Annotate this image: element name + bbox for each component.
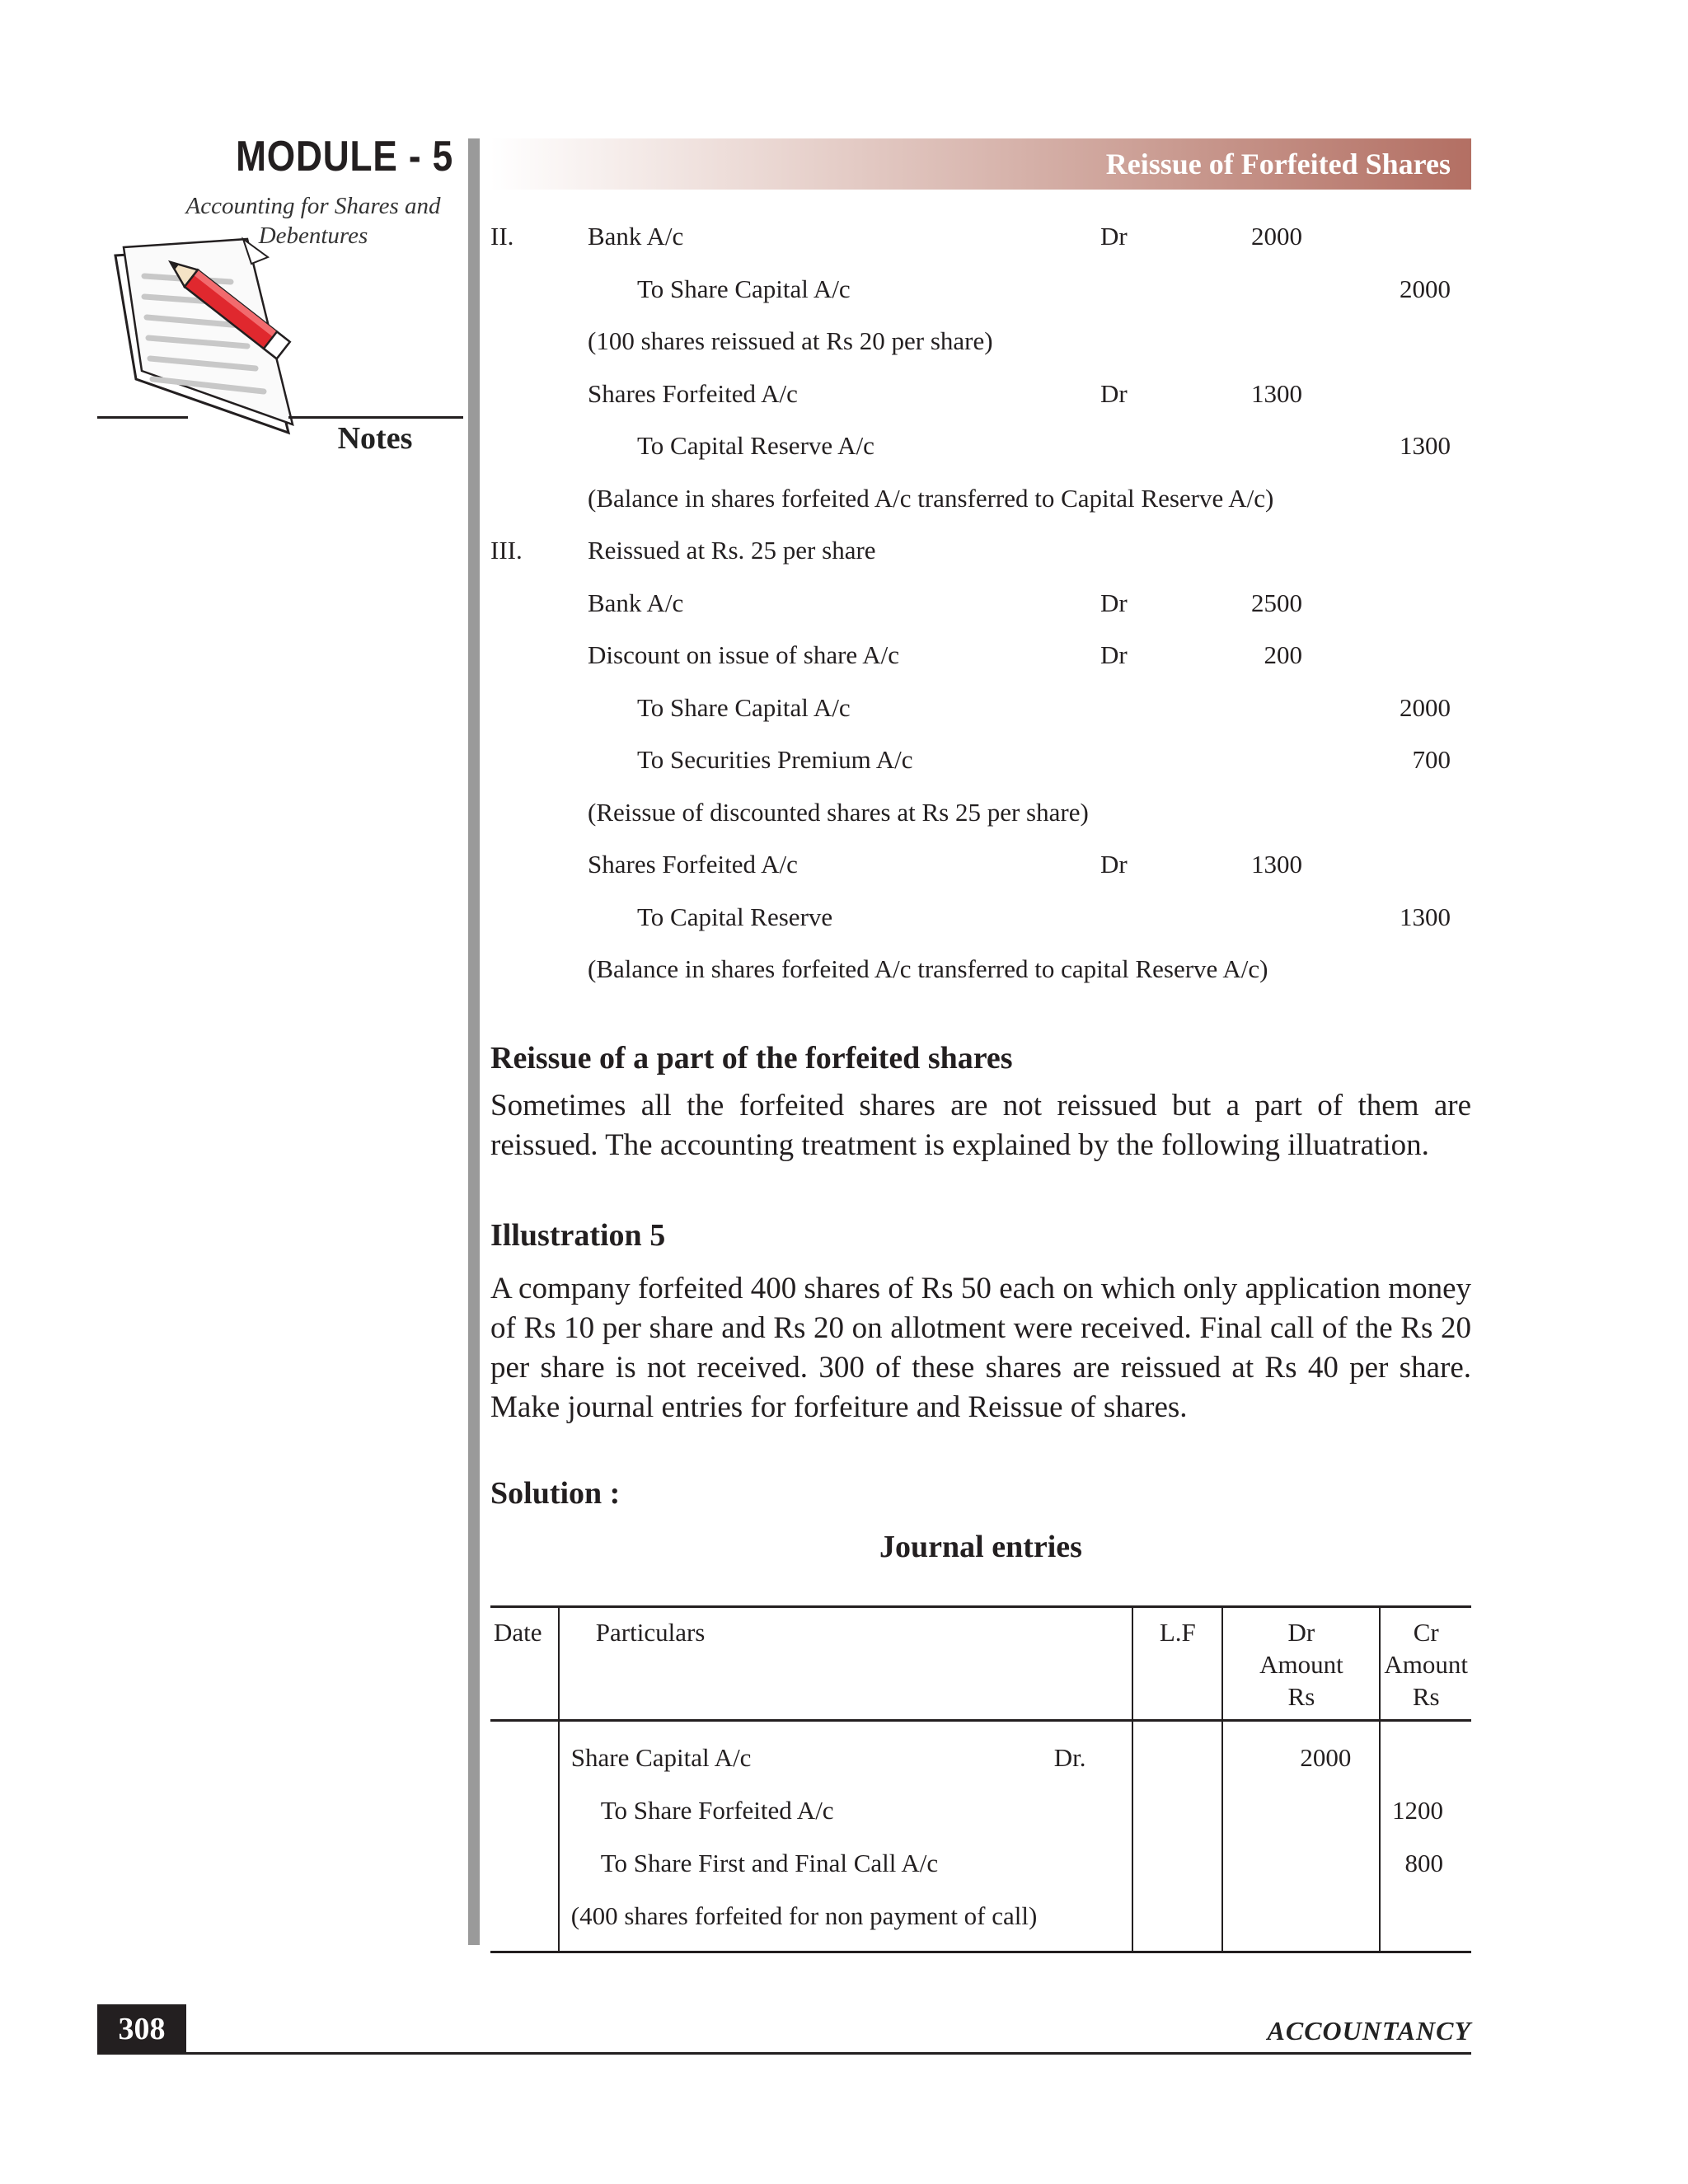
header-particulars: Particulars <box>559 1607 1132 1721</box>
entry-dr-amount: 200 <box>1264 640 1302 669</box>
header-cr-line: Rs <box>1412 1682 1440 1711</box>
notes-rule <box>288 416 463 419</box>
entry-dr-amount: 2500 <box>1251 588 1302 617</box>
entry-dr-mark: Dr <box>1100 222 1128 251</box>
header-cr-amount <box>1380 1607 1471 1721</box>
header-lf: L.F <box>1132 1607 1222 1721</box>
module-subtitle: Accounting for Shares and Debentures <box>185 193 441 249</box>
particulars-text: To Share Forfeited A/c <box>600 1796 834 1825</box>
entry-cr-amount: 2000 <box>1400 274 1451 303</box>
entry-particulars: To Share Capital A/c <box>637 693 851 722</box>
entry-particulars: Discount on issue of share A/c <box>588 640 899 669</box>
journal-table <box>490 1605 1471 1953</box>
header-cr-line: Amount <box>1384 1650 1468 1679</box>
entry-dr-mark: Dr <box>1100 640 1128 669</box>
page-number: 308 <box>97 2004 186 2054</box>
entry-dr-mark: Dr <box>1100 588 1128 617</box>
cell-date <box>490 1721 559 1952</box>
cell-particulars <box>559 1721 1132 1952</box>
table-line-dr <box>1223 1784 1379 1837</box>
entry-particulars: To Capital Reserve <box>637 902 833 931</box>
table-row <box>490 1721 1471 1952</box>
entry-particulars: (Reissue of discounted shares at Rs 25 per share) <box>588 798 1089 827</box>
module-title: MODULE - 5 <box>236 133 453 180</box>
footer-book-title: ACCOUNTANCY <box>1267 2016 1471 2046</box>
entry-cr-amount: 2000 <box>1400 693 1451 722</box>
section-header <box>490 138 1471 190</box>
entry-particulars: Shares Forfeited A/c <box>588 379 798 408</box>
entry-dr-amount: 1300 <box>1251 850 1302 879</box>
table-line-cr <box>1381 1890 1471 1943</box>
table-line-cr: 800 <box>1404 1849 1443 1877</box>
margin-divider-bar <box>468 138 480 1945</box>
table-header-row <box>490 1607 1471 1721</box>
table-line-particulars <box>560 1784 1132 1837</box>
section-paragraph: Sometimes all the forfeited shares are not reissued but a part of them are reissued. The accounting treatment is explained by the following illuatration. <box>490 1089 1471 1162</box>
particulars-text: To Share First and Final Call A/c <box>600 1849 939 1877</box>
solution-heading: Solution : <box>490 1476 621 1511</box>
table-line-dr: 2000 <box>1300 1743 1352 1772</box>
entry-particulars: To Securities Premium A/c <box>637 745 913 774</box>
particulars-text: Share Capital A/c <box>570 1743 752 1772</box>
header-cr-line: Cr <box>1413 1618 1439 1647</box>
table-line-particulars <box>560 1890 1132 1943</box>
footer-rule <box>97 2052 1471 2055</box>
header-dr-line: Amount <box>1259 1650 1343 1679</box>
cell-lf <box>1132 1721 1222 1952</box>
entry-particulars: Reissued at Rs. 25 per share <box>588 536 876 565</box>
notes-label: Notes <box>337 421 413 456</box>
entry-dr-mark: Dr <box>1100 850 1128 879</box>
entry-dr-mark: Dr <box>1100 379 1128 408</box>
table-line-cr <box>1381 1732 1471 1784</box>
table-line-particulars <box>560 1732 1132 1784</box>
header-dr-line: Rs <box>1287 1682 1315 1711</box>
entry-particulars: To Share Capital A/c <box>637 274 851 303</box>
dr-note: Dr. <box>1053 1743 1086 1772</box>
header-dr-amount <box>1222 1607 1380 1721</box>
table-line-dr <box>1223 1837 1379 1890</box>
entry-roman: II. <box>490 222 514 251</box>
table-line-dr <box>1223 1890 1379 1943</box>
entry-particulars: (100 shares reissued at Rs 20 per share) <box>588 326 993 355</box>
entry-cr-amount: 700 <box>1412 745 1451 774</box>
table-line-cr: 1200 <box>1392 1796 1443 1825</box>
table-line-particulars <box>560 1837 1132 1890</box>
entry-cr-amount: 1300 <box>1400 431 1451 460</box>
header-dr-line: Dr <box>1287 1618 1315 1647</box>
entry-dr-amount: 2000 <box>1251 222 1302 251</box>
entry-particulars: Shares Forfeited A/c <box>588 850 798 879</box>
entry-cr-amount: 1300 <box>1400 902 1451 931</box>
illustration-paragraph: A company forfeited 400 shares of Rs 50 each on which only application money of Rs 10 per share and Rs 20 on allotment were received. Final call of the Rs 20 per share is not received. 300 of these shares are reissued at Rs 40 per share. Make journal entries for forfeiture and Reissue of shares. <box>490 1272 1471 1424</box>
entry-dr-amount: 1300 <box>1251 379 1302 408</box>
entry-particulars: To Capital Reserve A/c <box>637 431 874 460</box>
notes-rule <box>97 416 188 419</box>
cell-dr <box>1222 1721 1380 1952</box>
illustration-heading: Illustration 5 <box>490 1218 666 1253</box>
entry-particulars: Bank A/c <box>588 588 684 617</box>
entry-roman: III. <box>490 536 523 565</box>
entry-particulars: (Balance in shares forfeited A/c transferred to Capital Reserve A/c) <box>588 484 1274 513</box>
particulars-text: (400 shares forfeited for non payment of call) <box>570 1901 1038 1930</box>
journal-title: Journal entries <box>879 1530 1082 1564</box>
section-title: Reissue of Forfeited Shares <box>1105 148 1451 180</box>
section-heading: Reissue of a part of the forfeited shares <box>490 1041 1013 1076</box>
cell-cr <box>1380 1721 1471 1952</box>
entry-particulars: Bank A/c <box>588 222 684 251</box>
entry-particulars: (Balance in shares forfeited A/c transferred to capital Reserve A/c) <box>588 954 1268 983</box>
header-date: Date <box>490 1607 559 1721</box>
